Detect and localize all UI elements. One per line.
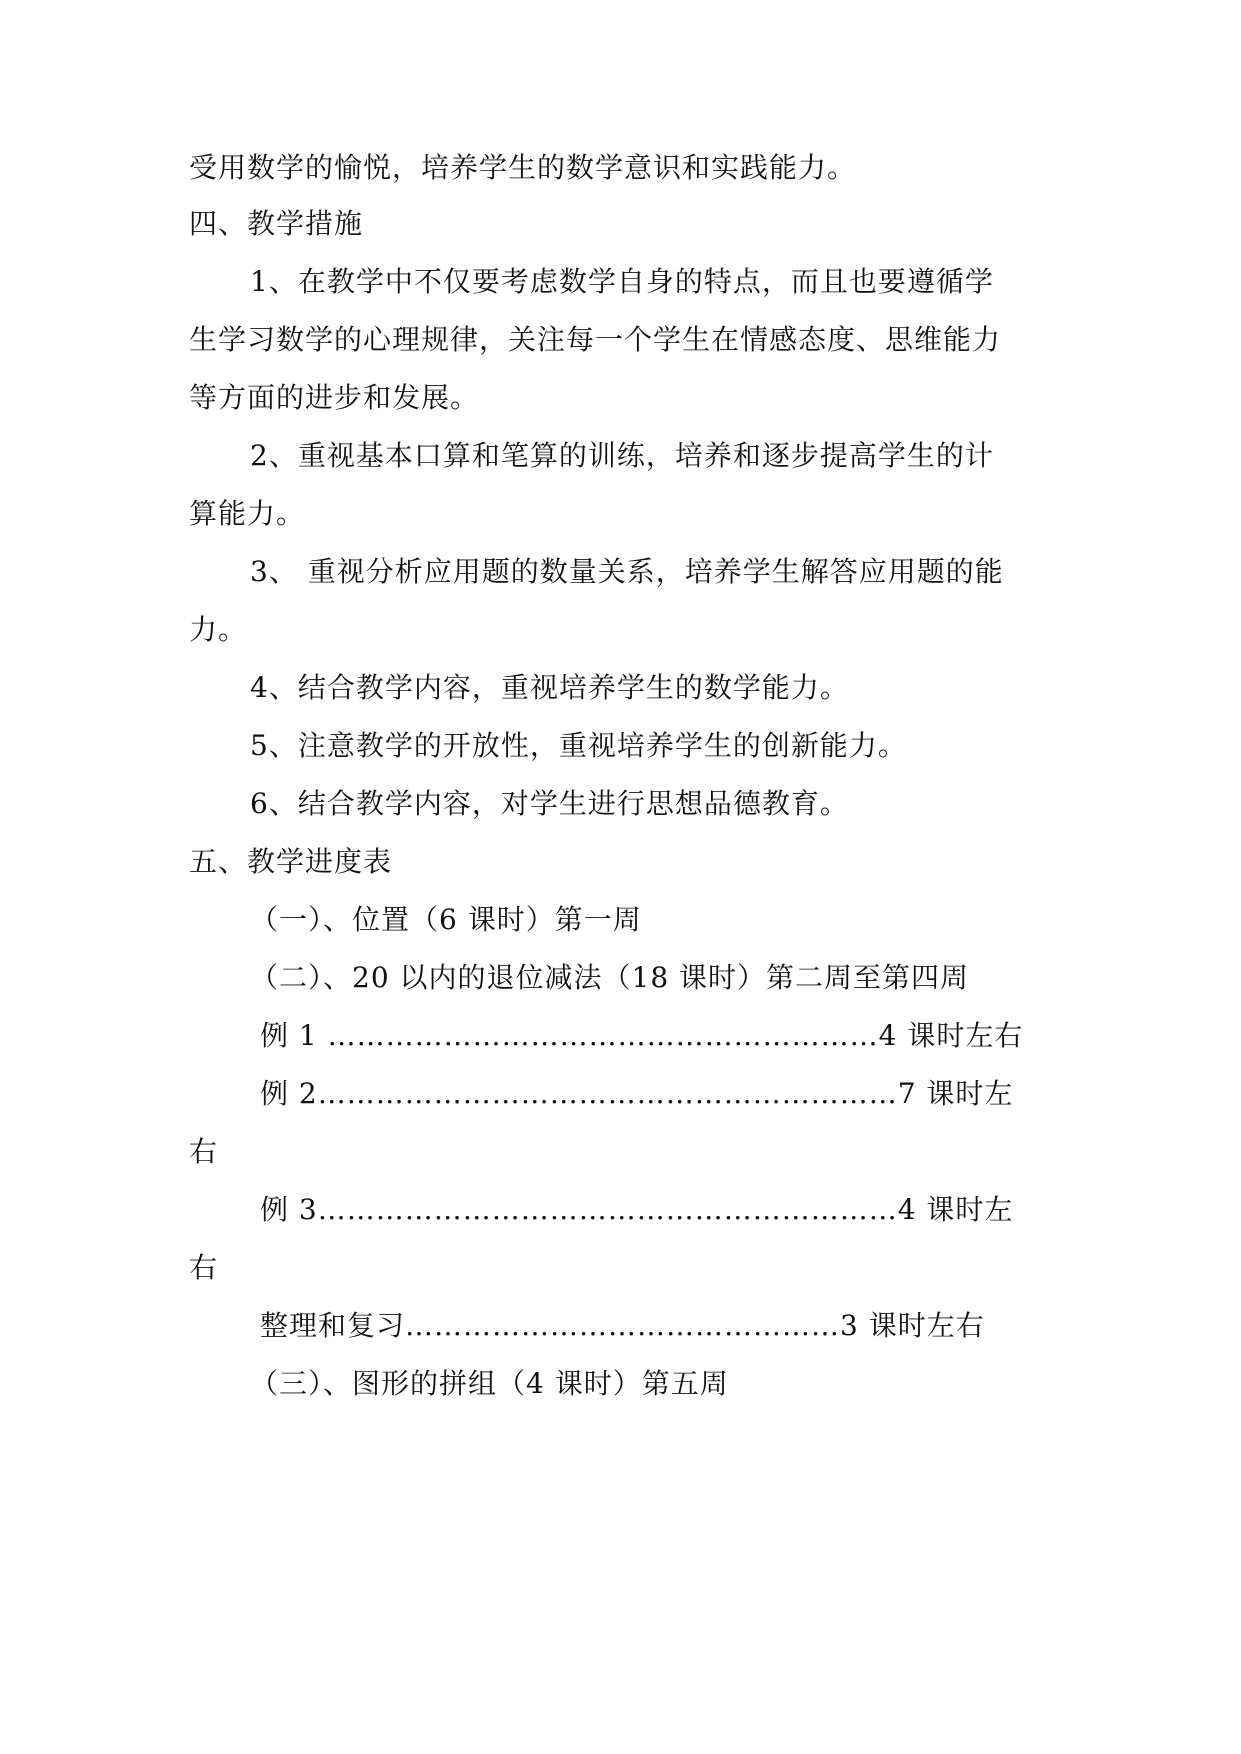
paragraph-line: 算能力。 <box>189 497 306 530</box>
measure-item-3: 3、 重视分析应用题的数量关系，培养学生解答应用题的能 <box>250 555 1004 588</box>
section-heading-measures: 四、教学措施 <box>189 207 364 240</box>
schedule-review: 整理和复习………………………………………3 课时左右 <box>260 1309 985 1342</box>
measure-item-4: 4、结合教学内容，重视培养学生的数学能力。 <box>250 671 849 704</box>
schedule-example-3: 例 3……………………………………………………4 课时左 <box>260 1193 1014 1226</box>
measure-item-2: 2、重视基本口算和笔算的训练，培养和逐步提高学生的计 <box>250 439 994 472</box>
measure-item-6: 6、结合教学内容，对学生进行思想品德教育。 <box>250 787 849 820</box>
paragraph-line: 力。 <box>189 613 248 646</box>
paragraph-line: 右 <box>189 1251 219 1284</box>
section-heading-schedule: 五、教学进度表 <box>189 845 393 878</box>
measure-item-1: 1、在教学中不仅要考虑数学自身的特点，而且也要遵循学 <box>250 265 994 298</box>
paragraph-line: 右 <box>189 1135 219 1168</box>
paragraph-line: 等方面的进步和发展。 <box>189 381 480 414</box>
schedule-example-2: 例 2……………………………………………………7 课时左 <box>260 1077 1014 1110</box>
paragraph-line: 生学习数学的心理规律，关注每一个学生在情感态度、思维能力 <box>189 323 1002 356</box>
measure-item-5: 5、注意教学的开放性，重视培养学生的创新能力。 <box>250 729 907 762</box>
schedule-unit-2: （二）、20 以内的退位减法（18 课时）第二周至第四周 <box>250 961 970 994</box>
schedule-example-1: 例 1 …………………………………………………4 课时左右 <box>260 1019 1024 1052</box>
schedule-unit-1: （一）、位置（6 课时）第一周 <box>250 903 642 936</box>
paragraph-line: 受用数学的愉悦，培养学生的数学意识和实践能力。 <box>189 151 857 184</box>
schedule-unit-3: （三）、图形的拼组（4 课时）第五周 <box>250 1367 729 1400</box>
